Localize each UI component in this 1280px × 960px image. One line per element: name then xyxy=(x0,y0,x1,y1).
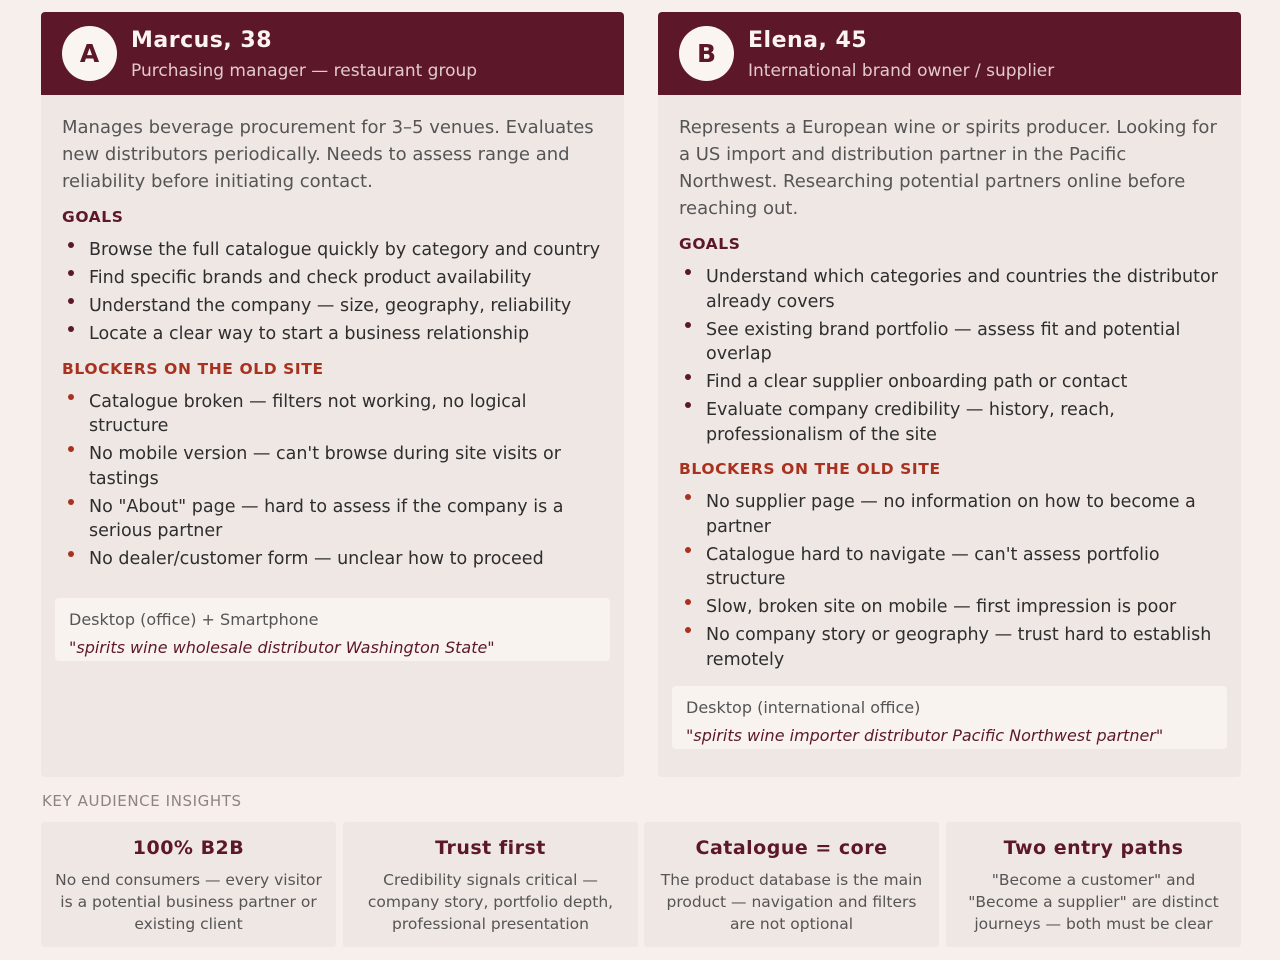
persona-card-elena xyxy=(658,12,1241,777)
persona-role: International brand owner / supplier xyxy=(748,61,1055,81)
insight-card-b2b xyxy=(41,822,336,947)
persona-header xyxy=(41,12,624,95)
list-item: Understand the company — size, geography, reliability xyxy=(62,294,603,319)
insight-title: Trust first xyxy=(435,837,546,859)
insight-card-catalogue xyxy=(644,822,939,947)
insight-card-entry-paths xyxy=(946,822,1241,947)
blockers-list xyxy=(62,390,603,572)
list-item: Find a clear supplier onboarding path or contact xyxy=(679,370,1220,395)
list-item: Find specific brands and check product availability xyxy=(62,266,603,291)
list-item: No supplier page — no information on how to become a partner xyxy=(679,490,1220,539)
device-box xyxy=(55,598,610,661)
persona-header xyxy=(658,12,1241,95)
list-item: Browse the full catalogue quickly by category and country xyxy=(62,238,603,263)
insight-title: 100% B2B xyxy=(132,837,245,859)
blockers-heading: BLOCKERS ON THE OLD SITE xyxy=(62,359,324,378)
list-item: No company story or geography — trust hard to establish remotely xyxy=(679,623,1220,672)
list-item: Understand which categories and countries the distributor already covers xyxy=(679,265,1220,314)
list-item: Evaluate company credibility — history, reach, professionalism of the site xyxy=(679,398,1220,447)
blockers-heading: BLOCKERS ON THE OLD SITE xyxy=(679,460,941,478)
search-query: "spirits wine wholesale distributor Washington State" xyxy=(69,637,495,657)
insights-heading: KEY AUDIENCE INSIGHTS xyxy=(42,792,242,810)
persona-badge: A xyxy=(62,26,117,81)
insight-title: Catalogue = core xyxy=(695,837,888,859)
list-item: No dealer/customer form — unclear how to proceed xyxy=(62,547,603,572)
device-box xyxy=(672,686,1227,749)
list-item: Catalogue broken — filters not working, no logical structure xyxy=(62,390,603,439)
list-item: No mobile version — can't browse during site visits or tastings xyxy=(62,442,603,491)
persona-description: Represents a European wine or spirits producer. Looking for a US import and distribution partner in the Pacific Northwest. Researching potential partners online before reaching out. xyxy=(679,117,1217,219)
goals-list xyxy=(679,265,1220,447)
list-item: Catalogue hard to navigate — can't assess portfolio structure xyxy=(679,543,1220,592)
goals-heading: GOALS xyxy=(679,235,741,253)
persona-description: Manages beverage procurement for 3–5 venues. Evaluates new distributors periodically. Needs to assess range and reliability before initiating contact. xyxy=(62,117,594,192)
search-query: "spirits wine importer distributor Pacific Northwest partner" xyxy=(686,726,1164,745)
insight-text: "Become a customer" and "Become a supplier" are distinct journeys — both must be clear xyxy=(968,871,1219,933)
persona-name: Elena, 45 xyxy=(748,28,868,53)
persona-badge: B xyxy=(679,26,734,81)
goals-heading: GOALS xyxy=(62,208,124,226)
persona-role: Purchasing manager — restaurant group xyxy=(131,61,478,81)
insight-text: Credibility signals critical — company story, portfolio depth, professional presentation xyxy=(367,871,614,933)
list-item: No "About" page — hard to assess if the company is a serious partner xyxy=(62,495,603,544)
insight-card-trust xyxy=(343,822,638,947)
device-label: Desktop (office) + Smartphone xyxy=(69,609,319,629)
list-item: Locate a clear way to start a business relationship xyxy=(62,322,603,347)
insight-title: Two entry paths xyxy=(1003,837,1184,859)
blockers-list xyxy=(679,490,1220,672)
goals-list xyxy=(62,238,603,347)
insight-text: No end consumers — every visitor is a potential business partner or existing client xyxy=(55,871,322,933)
persona-name: Marcus, 38 xyxy=(131,28,273,53)
persona-card-marcus xyxy=(41,12,624,777)
list-item: Slow, broken site on mobile — first impression is poor xyxy=(679,595,1220,620)
list-item: See existing brand portfolio — assess fit and potential overlap xyxy=(679,318,1220,367)
insight-text: The product database is the main product — navigation and filters are not optional xyxy=(660,871,923,933)
device-label: Desktop (international office) xyxy=(686,698,921,717)
